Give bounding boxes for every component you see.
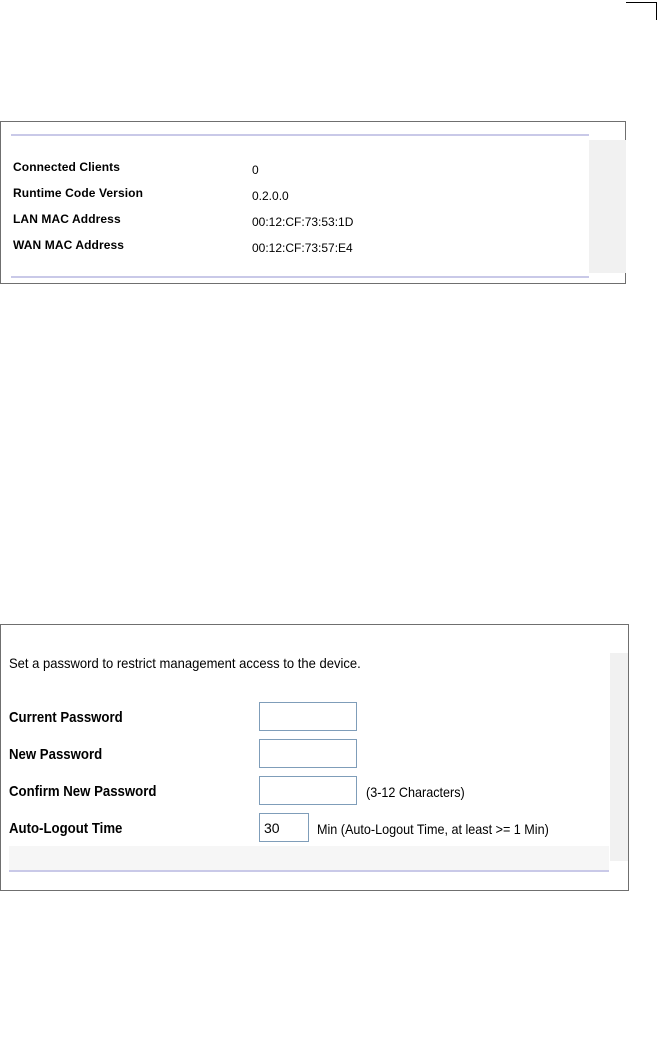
status-value: 00:12:CF:73:53:1D [252, 215, 354, 229]
device-status-panel [0, 121, 626, 284]
status-row-runtime-code-version [13, 186, 573, 204]
status-row-lan-mac-address [13, 212, 573, 230]
new-password-row [9, 739, 609, 769]
status-bottom-divider [11, 276, 589, 278]
confirm-password-field[interactable] [259, 776, 357, 805]
current-password-row [9, 702, 609, 732]
auto-logout-time-input[interactable] [259, 813, 309, 842]
new-password-label: New Password [9, 746, 103, 763]
password-settings-panel [0, 624, 629, 891]
password-intro-text: Set a password to restrict management access to the device. [9, 655, 361, 671]
confirm-password-label: Confirm New Password [9, 783, 157, 800]
auto-logout-row [9, 813, 609, 843]
current-password-field[interactable] [259, 702, 357, 731]
password-panel-footer-shade [9, 846, 609, 870]
current-password-label: Current Password [9, 709, 123, 726]
new-password-field[interactable] [259, 739, 357, 768]
password-length-hint: (3-12 Characters) [366, 784, 465, 800]
auto-logout-label: Auto-Logout Time [9, 820, 123, 837]
password-bottom-divider [9, 870, 609, 872]
status-value: 0.2.0.0 [252, 189, 289, 203]
status-row-connected-clients [13, 160, 573, 178]
auto-logout-hint: Min (Auto-Logout Time, at least >= 1 Min) [317, 821, 549, 837]
status-label: Runtime Code Version [13, 186, 144, 200]
confirm-password-row [9, 776, 609, 806]
status-value: 00:12:CF:73:57:E4 [252, 241, 353, 255]
page-corner-mark [626, 2, 657, 20]
status-row-wan-mac-address [13, 238, 573, 256]
status-label: WAN MAC Address [13, 238, 125, 252]
status-label: Connected Clients [13, 160, 121, 174]
status-top-divider [11, 134, 589, 136]
password-panel-shade [610, 653, 628, 861]
status-value: 0 [252, 163, 259, 177]
status-panel-shade [589, 140, 626, 273]
status-label: LAN MAC Address [13, 212, 121, 226]
